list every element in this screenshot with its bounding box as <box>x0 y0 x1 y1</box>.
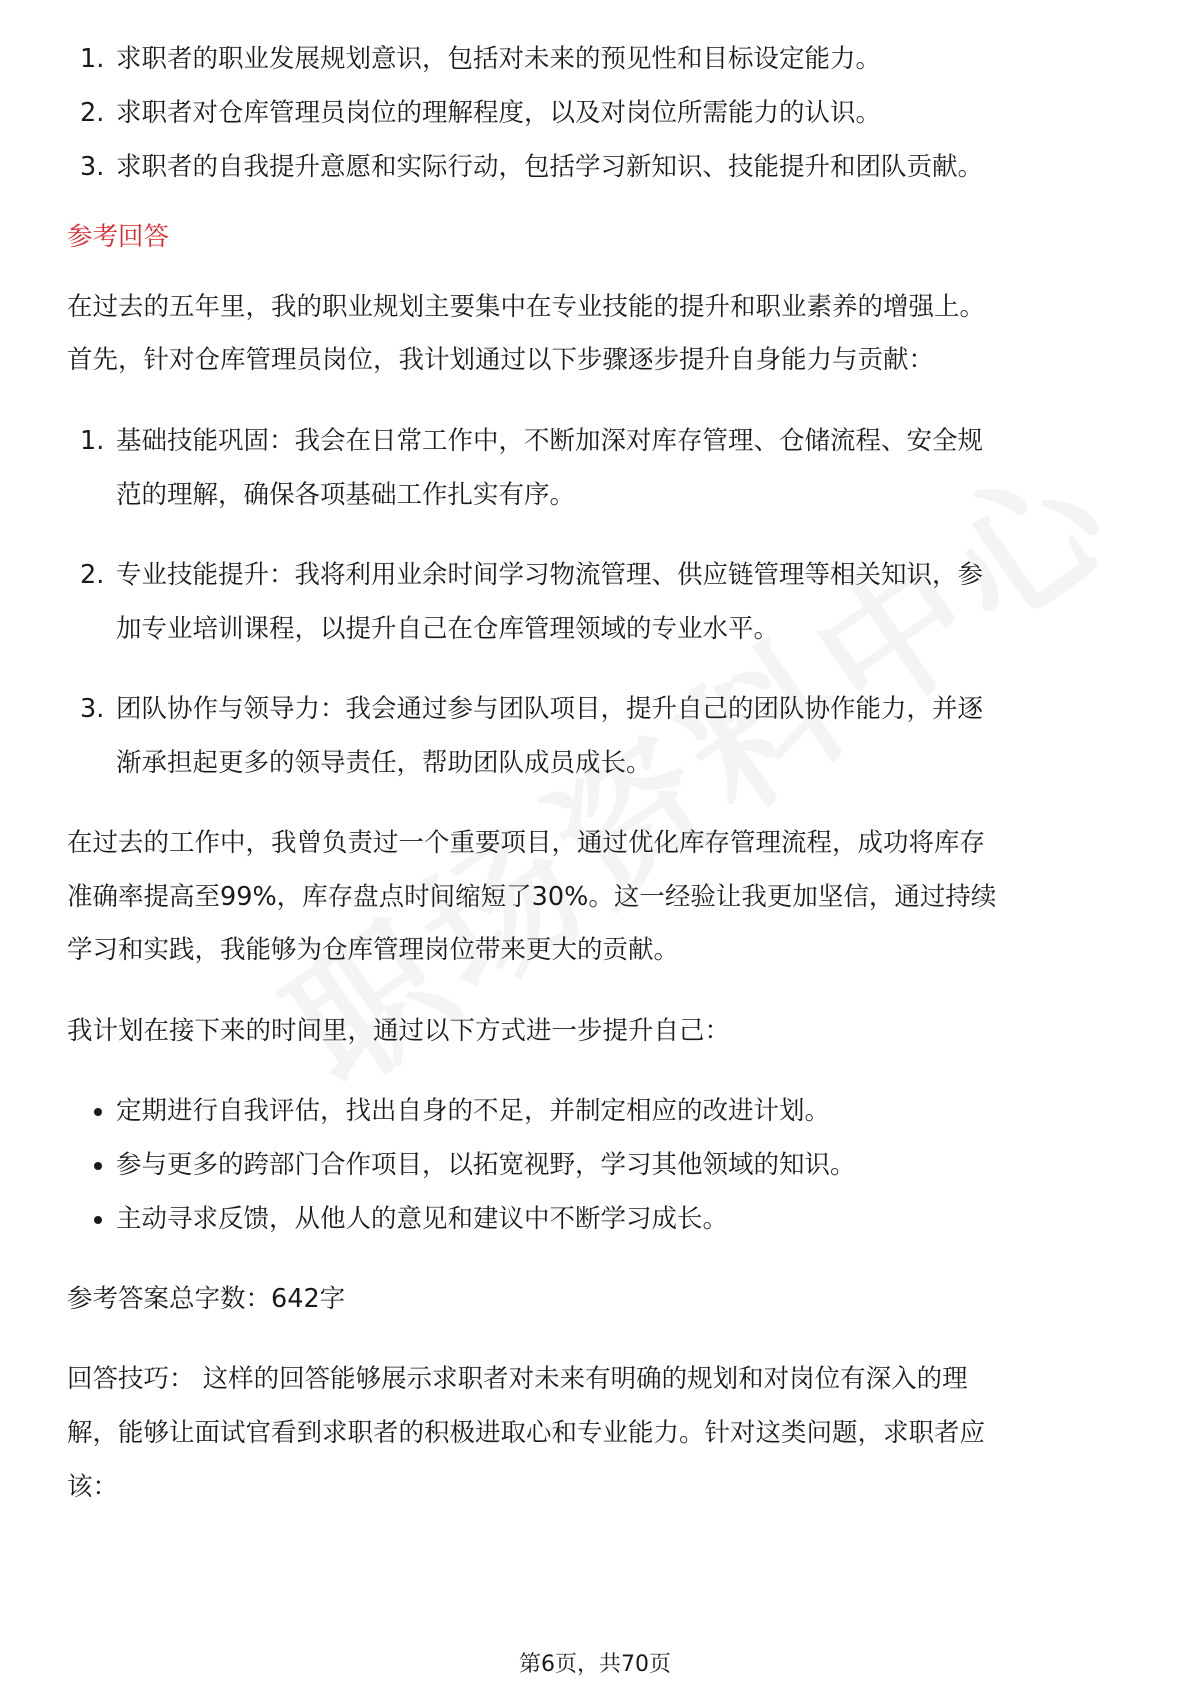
tips-line-3: 该： <box>67 1472 119 1502</box>
section-heading: 参考回答 <box>67 222 170 252</box>
tips-line-1: 回答技巧： 这样的回答能够展示求职者对未来有明确的规划和对岗位有深入的理 <box>67 1364 968 1394</box>
top-list-text-3: 求职者的自我提升意愿和实际行动，包括学习新知识、技能提升和团队贡献。 <box>116 152 984 182</box>
step-3-line-2: 渐承担起更多的领导责任，帮助团队成员成长。 <box>116 748 652 778</box>
word-count: 参考答案总字数：642字 <box>67 1284 346 1314</box>
step-1-line-1: 基础技能巩固：我会在日常工作中，不断加深对库存管理、仓储流程、安全规 <box>116 426 984 456</box>
step-2-line-2: 加专业培训课程，以提升自己在仓库管理领域的专业水平。 <box>116 614 780 644</box>
plan-item-3: 主动寻求反馈，从他人的意见和建议中不断学习成长。 <box>116 1204 729 1234</box>
experience-line-3: 学习和实践，我能够为仓库管理岗位带来更大的贡献。 <box>67 935 680 965</box>
step-num-3: 3. <box>80 694 105 724</box>
top-list-item-1-clip <box>0 0 1190 74</box>
step-num-2: 2. <box>80 560 105 590</box>
tips-line-2: 解，能够让面试官看到求职者的积极进取心和专业能力。针对这类问题，求职者应 <box>67 1418 986 1448</box>
top-list-num-2: 2. <box>80 98 105 128</box>
step-3-line-1: 团队协作与领导力：我会通过参与团队项目，提升自己的团队协作能力，并逐 <box>116 694 984 724</box>
step-num-1: 1. <box>80 426 105 456</box>
experience-line-2: 准确率提高至99%，库存盘点时间缩短了30%。这一经验让我更加坚信，通过持续 <box>67 882 997 912</box>
top-list-text-1: 求职者的职业发展规划意识，包括对未来的预见性和目标设定能力。 <box>116 44 882 74</box>
bullet-dot-2 <box>94 1162 102 1170</box>
page-footer: 第6页，共70页 <box>519 1652 671 1677</box>
bullet-dot-1 <box>94 1108 102 1116</box>
top-list-num-3: 3. <box>80 152 105 182</box>
top-list-num-1: 1. <box>80 44 105 74</box>
step-2-line-1: 专业技能提升：我将利用业余时间学习物流管理、供应链管理等相关知识，参 <box>116 560 984 590</box>
plan-item-2: 参与更多的跨部门合作项目，以拓宽视野，学习其他领域的知识。 <box>116 1150 856 1180</box>
intro-line-2: 首先，针对仓库管理员岗位，我计划通过以下步骤逐步提升自身能力与贡献： <box>67 345 935 375</box>
top-list-text-2: 求职者对仓库管理员岗位的理解程度，以及对岗位所需能力的认识。 <box>116 98 882 128</box>
intro-line-1: 在过去的五年里，我的职业规划主要集中在专业技能的提升和职业素养的增强上。 <box>67 292 986 322</box>
plan-item-1: 定期进行自我评估，找出自身的不足，并制定相应的改进计划。 <box>116 1096 831 1126</box>
bullet-dot-3 <box>94 1216 102 1224</box>
plan-intro: 我计划在接下来的时间里，通过以下方式进一步提升自己： <box>67 1016 731 1046</box>
experience-line-1: 在过去的工作中，我曾负责过一个重要项目，通过优化库存管理流程，成功将库存 <box>67 828 986 858</box>
step-1-line-2: 范的理解，确保各项基础工作扎实有序。 <box>116 480 576 510</box>
